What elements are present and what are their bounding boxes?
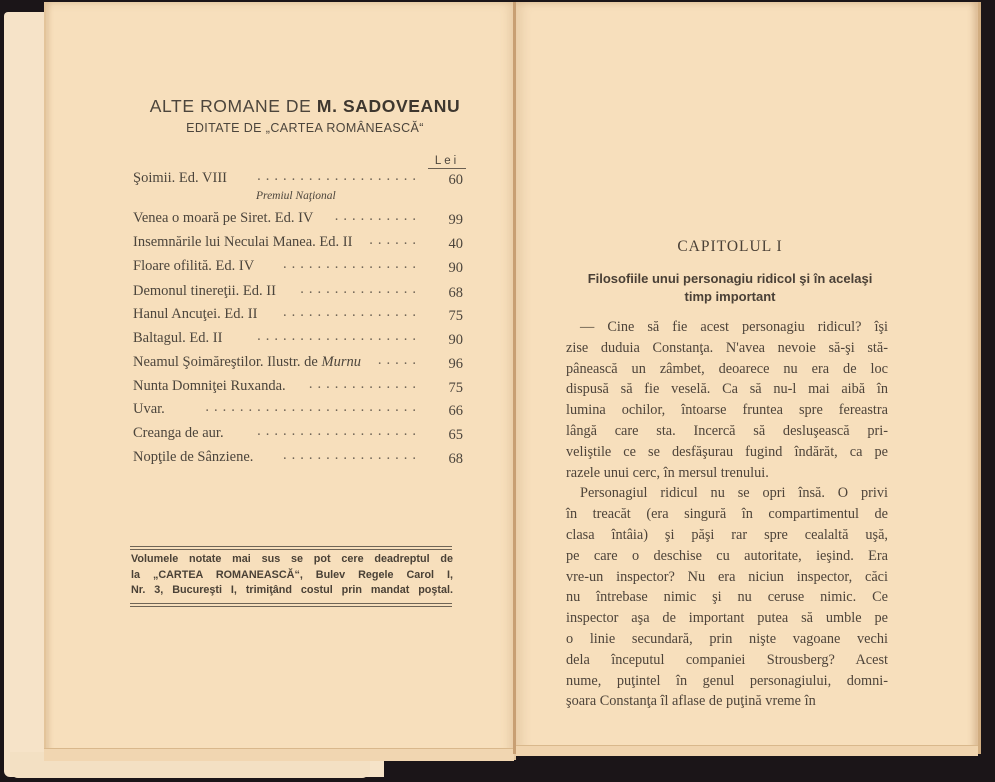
- note-top-rule-2: [130, 549, 452, 550]
- book-price: 68: [448, 285, 463, 301]
- book-list-item: [133, 283, 463, 303]
- dot-leader: ...................: [257, 168, 421, 184]
- book-title: Venea o moară pe Siret. Ed. IV: [133, 210, 314, 226]
- book-price: 75: [448, 308, 463, 324]
- dot-leader: ...................: [257, 328, 421, 344]
- chapter-body-text: [566, 317, 888, 712]
- book-title: Demonul tinereţii. Ed. II: [133, 283, 276, 299]
- book-price: 96: [448, 356, 463, 372]
- dot-leader: ..............: [300, 281, 421, 297]
- book-list-item: [133, 258, 463, 278]
- left-page-bottom-edge: [44, 748, 514, 761]
- body-text-line: pe care o deschise cu autoritate, ieşind. Era: [566, 547, 888, 564]
- book-title: Creanga de aur.: [133, 425, 224, 441]
- book-list-item: [133, 449, 463, 469]
- book-price: 90: [448, 260, 463, 276]
- body-text-line: nu întrebase nimic şi nu ceruse nimic. Ce: [566, 589, 888, 606]
- book-list-item: [133, 306, 463, 326]
- book-title: Hanul Ancuţei. Ed. II: [133, 306, 258, 322]
- catalog-subtitle: EDITATE DE „CARTEA ROMÂNEASCĂ“: [186, 121, 424, 135]
- book-price: 65: [448, 427, 463, 443]
- body-text-line: dela începutul companiei Strousberg? Acest: [566, 651, 888, 668]
- award-note: Premiul Naţional: [256, 190, 336, 202]
- body-text-line: vre-un inspector? Nu era niciun inspector, căci: [566, 568, 888, 585]
- dot-leader: .............: [308, 376, 421, 392]
- note-bottom-rule: [130, 603, 452, 604]
- catalog-title-author: M. SADOVEANU: [316, 96, 461, 116]
- book-list-item: [133, 210, 463, 230]
- book-price: 90: [448, 332, 463, 348]
- body-text-line: o linie secundară, prin nişte vagoane vechi: [566, 630, 888, 647]
- book-price: 60: [448, 172, 463, 188]
- body-text-line: nume, puţintel în genul personagiului, domni-: [566, 672, 888, 689]
- order-note-line: Nr. 3, Bucureşti I, trimiţând costul prin mandat poştal.: [131, 584, 453, 596]
- body-text-line: şoara Constanţa îl aflase de puţină vreme în: [566, 693, 816, 710]
- book-price: 99: [448, 212, 463, 228]
- body-text-line: lumina ochilor, întoarse fruntea spre fereastra: [566, 402, 888, 419]
- note-bottom-rule-2: [130, 606, 452, 607]
- book-price: 68: [448, 451, 463, 467]
- price-column-header: Lei: [428, 155, 466, 169]
- book-title: Nunta Domniţei Ruxanda.: [133, 378, 286, 394]
- book-price: 66: [448, 403, 463, 419]
- dot-leader: ................: [283, 447, 421, 463]
- book-title: Uvar.: [133, 401, 165, 417]
- book-title: [133, 354, 361, 371]
- order-note-line: Volumele notate mai sus se pot cere deadreptul de: [131, 553, 453, 565]
- body-text-line: Personagiul ridicul nu se opri însă. O privi: [580, 485, 888, 502]
- body-text-line: inspector aşa de important putea să umble pe: [566, 610, 888, 627]
- chapter-title-line: timp important: [684, 289, 776, 304]
- catalog-title: [140, 96, 470, 117]
- dot-leader: ..........: [334, 208, 421, 224]
- book-title-text: Neamul Şoimăreştilor. Ilustr. de: [133, 354, 322, 370]
- book-price: 75: [448, 380, 463, 396]
- book-title: Floare ofilită. Ed. IV: [133, 258, 255, 274]
- body-text-line: dispusă să fie veselă. Ca să nu-l mai aibă în: [566, 381, 888, 398]
- right-page-bottom-edge: [516, 745, 978, 756]
- book-price: 40: [448, 236, 463, 252]
- dot-leader: .........................: [205, 399, 421, 415]
- chapter-heading: CAPITOLUL I: [677, 238, 783, 255]
- body-text-line: zise duduia Constanţa. N'avea nevoie să-şi stă-: [566, 339, 888, 356]
- body-text-line: razele unui cerc, în mersul trenului.: [566, 464, 769, 481]
- body-text-line: veliştile ce se desfăşurau fugind îndărăt, ca pe: [566, 443, 888, 460]
- order-note-line: la „CARTEA ROMANEASCĂ“, Bulev Regele Carol I,: [131, 568, 453, 581]
- book-list-item: [133, 425, 463, 445]
- dot-leader: ................: [283, 304, 421, 320]
- book-title: Nopţile de Sânziene.: [133, 449, 254, 465]
- dot-leader: ......: [369, 232, 421, 248]
- book-list-item: [133, 401, 463, 421]
- book-title-illustrator: Murnu: [321, 354, 361, 370]
- chapter-title: [556, 270, 904, 306]
- book-title: Insemnările lui Neculai Manea. Ed. II: [133, 234, 353, 250]
- body-text-line: lângă care sta. Incercă să desluşească pri-: [566, 422, 888, 439]
- dot-leader: .....: [377, 352, 421, 368]
- dot-leader: ...................: [257, 423, 421, 439]
- book-title: Şoimii. Ed. VIII: [133, 170, 227, 186]
- book-list-item: [133, 378, 463, 398]
- body-text-line: pânească un zâmbet, deoarece nu era de loc: [566, 360, 888, 377]
- order-note: [131, 552, 453, 599]
- book-title: Baltagul. Ed. II: [133, 330, 223, 346]
- body-text-line: în treacăt (era singură în compartimentul de: [566, 506, 888, 523]
- book-list-item: [133, 354, 463, 374]
- book-list-item: [133, 330, 463, 350]
- book-list-item: [133, 170, 463, 190]
- book-list-item: [133, 234, 463, 254]
- body-text-line: clasa întâia) şi păşi rar spre cealaltă uşă,: [566, 526, 888, 543]
- catalog-title-prefix: ALTE ROMANE DE: [149, 96, 317, 116]
- note-top-rule: [130, 546, 452, 547]
- chapter-title-line: Filosofiile unui personagiu ridicol şi în acelaşi: [587, 271, 873, 286]
- body-text-line: — Cine să fie acest personagiu ridicul? îşi: [580, 319, 888, 335]
- dot-leader: ................: [283, 256, 421, 272]
